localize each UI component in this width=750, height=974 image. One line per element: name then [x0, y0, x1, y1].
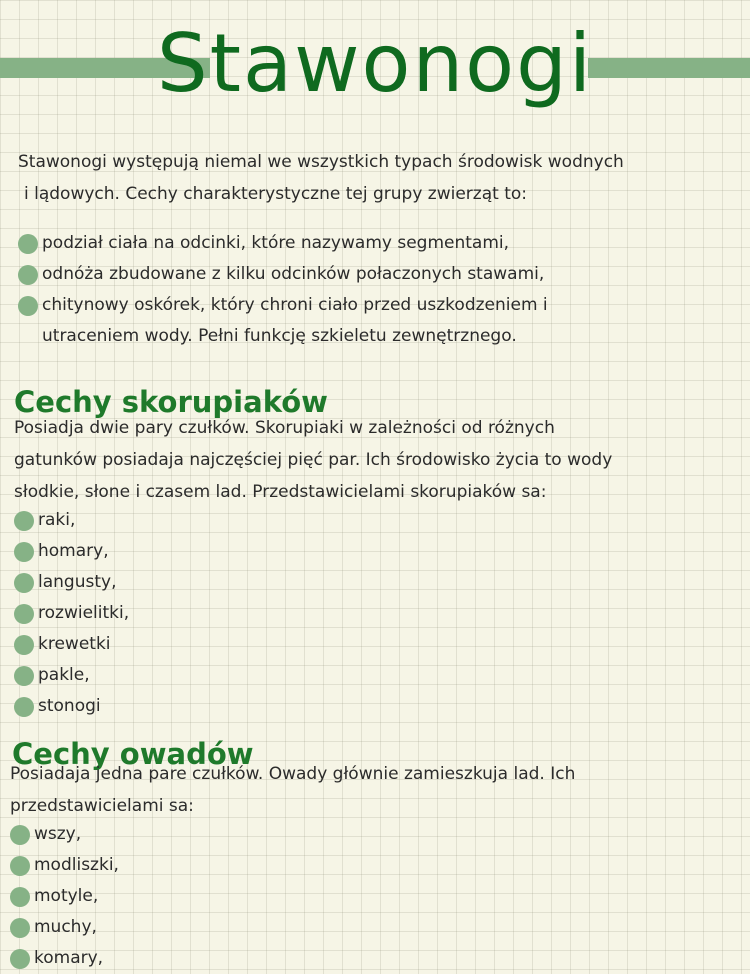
intro-line-2: i lądowych. Cechy charakterystyczne tej grupy zwierząt to:: [24, 184, 527, 204]
bullet-dot-icon: [10, 949, 30, 969]
bullet-dot-icon: [14, 542, 34, 562]
bullet-dot-icon: [14, 604, 34, 624]
intro-paragraph: [18, 146, 624, 210]
list-item: muchy,: [10, 912, 119, 943]
crustaceans-list: [14, 505, 129, 722]
page-title: Stawonogi: [156, 17, 594, 110]
list-item: motyle,: [10, 881, 119, 912]
bullet-dot-icon: [18, 234, 38, 254]
bullet-dot-icon: [10, 887, 30, 907]
list-item: pakle,: [14, 660, 129, 691]
list-item: langusty,: [14, 567, 129, 598]
bullet-dot-icon: [10, 918, 30, 938]
crustaceans-line-2: gatunków posiadaja najczęściej pięć par. Ich środowisko życia to wody: [14, 450, 613, 470]
bullet-dot-icon: [14, 511, 34, 531]
list-item: odnóża zbudowane z kilku odcinków połaczonych stawami,: [18, 259, 548, 290]
bullet-dot-icon: [14, 573, 34, 593]
list-item: wszy,: [10, 819, 119, 850]
crustaceans-line-1: Posiadja dwie pary czułków. Skorupiaki w zależności od różnych: [14, 418, 555, 438]
bullet-dot-icon: [18, 296, 38, 316]
insects-line-2: przedstawicielami sa:: [10, 796, 194, 816]
intro-line-1: Stawonogi występują niemal we wszystkich typach środowisk wodnych: [18, 152, 624, 172]
crustaceans-line-3: słodkie, słone i czasem lad. Przedstawicielami skorupiaków sa:: [14, 482, 547, 502]
list-item: stonogi: [14, 691, 129, 722]
bullet-dot-icon: [14, 635, 34, 655]
bullet-dot-icon: [14, 666, 34, 686]
bullet-dot-icon: [14, 697, 34, 717]
bullet-dot-icon: [10, 856, 30, 876]
list-item: chitynowy oskórek, który chroni ciało przed uszkodzeniem i utraceniem wody. Pełni funkcję szkieletu zewnętrznego.: [18, 290, 548, 352]
list-item: raki,: [14, 505, 129, 536]
insects-paragraph: [10, 758, 575, 822]
list-item: modliszki,: [10, 850, 119, 881]
section-heading-crustaceans: Cechy skorupiaków: [14, 385, 328, 419]
list-item: rozwielitki,: [14, 598, 129, 629]
list-item: podział ciała na odcinki, które nazywamy segmentami,: [18, 228, 548, 259]
insects-list: [10, 819, 119, 974]
list-item: krewetki: [14, 629, 129, 660]
crustaceans-paragraph: [14, 412, 612, 508]
insects-line-1: Posiadaja jedna pare czułków. Owady głównie zamieszkuja lad. Ich: [10, 764, 576, 784]
list-item: komary,: [10, 943, 119, 974]
bullet-dot-icon: [18, 265, 38, 285]
section-heading-insects: Cechy owadów: [12, 737, 254, 771]
bullet-dot-icon: [10, 825, 30, 845]
list-item: homary,: [14, 536, 129, 567]
features-list: [18, 228, 548, 352]
